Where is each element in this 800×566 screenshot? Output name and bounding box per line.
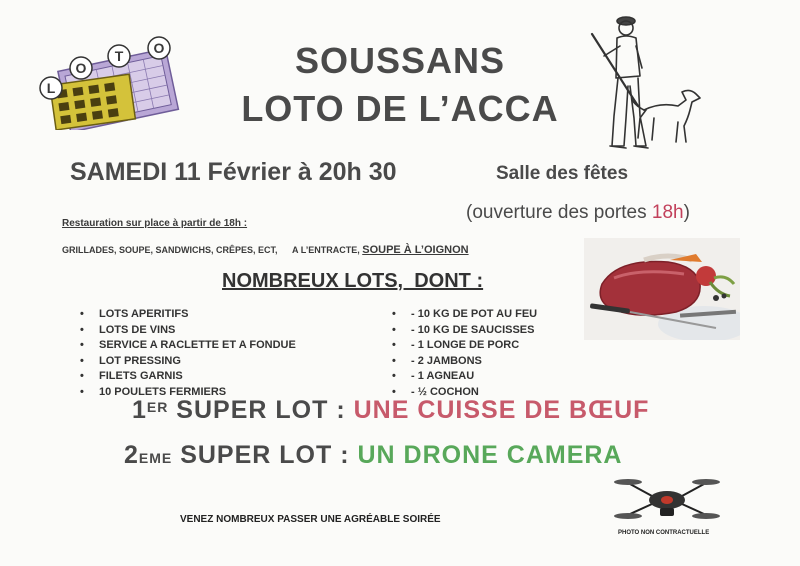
food-menu: [62, 244, 469, 256]
super-lot-2-sep: :: [332, 441, 358, 469]
list-item: • - 10 KG DE SAUCISSES: [392, 323, 537, 339]
food-items: GRILLADES, SOUPE, SANDWICHS, CRÊPES, ECT,: [62, 245, 278, 255]
opening-prefix: (ouverture des portes: [466, 202, 652, 223]
drone-illustration: [612, 470, 722, 526]
list-item: • LOT PRESSING: [80, 354, 296, 370]
title-line2: LOTO DE L’ACCA: [241, 88, 559, 129]
list-item: • 10 POULETS FERMIERS: [80, 385, 296, 401]
hunter-with-dog-icon: [582, 6, 722, 156]
opening-hour: 18h: [651, 202, 684, 223]
logo-letter: L: [46, 80, 56, 96]
lots-title: NOMBREUX LOTS, DONT :: [222, 270, 484, 292]
super-lot-1-sup: ER: [146, 399, 169, 415]
lots-right-list: [392, 307, 537, 400]
super-lot-2: [124, 441, 622, 470]
logo-letter: O: [153, 40, 165, 56]
logo-letter: T: [114, 48, 124, 64]
food-entracte: A L’ENTRACTE,: [292, 245, 360, 255]
list-item: • - 2 JAMBONS: [392, 354, 537, 370]
list-item: • FILETS GARNIS: [80, 369, 296, 385]
super-lot-1-label: SUPER LOT: [168, 396, 329, 424]
event-date: SAMEDI 11 Février à 20h 30: [70, 158, 397, 186]
super-lot-2-value: UN DRONE CAMERA: [357, 441, 623, 469]
list-item: • SERVICE A RACLETTE ET A FONDUE: [80, 338, 296, 354]
super-lot-1-value: UNE CUISSE DE BŒUF: [353, 396, 650, 424]
list-item: • - 1 LONGE DE PORC: [392, 338, 537, 354]
list-item: • - 10 KG DE POT AU FEU: [392, 307, 537, 323]
loto-card-icon: [35, 30, 195, 130]
food-title: Restauration sur place à partir de 18h :: [62, 218, 248, 229]
super-lot-1-num: 1: [132, 396, 147, 424]
lots-left-list: [80, 307, 296, 400]
super-lot-1-sep: :: [328, 396, 354, 424]
logo-letter: O: [75, 60, 87, 76]
super-lot-2-label: SUPER LOT: [172, 441, 333, 469]
list-item: • - 1 AGNEAU: [392, 369, 537, 385]
title-line1: SOUSSANS: [294, 40, 506, 81]
footer-text: VENEZ NOMBREUX PASSER UNE AGRÉABLE SOIRÉE: [180, 514, 441, 525]
photo-disclaimer: PHOTO NON CONTRACTUELLE: [618, 530, 710, 536]
super-lot-2-sup: EME: [138, 450, 173, 466]
hunter-illustration: [582, 6, 722, 156]
loto-logo: [35, 30, 195, 130]
opening-time: [466, 202, 690, 224]
super-lot-1: [132, 396, 649, 425]
food-soupe: SOUPE À L’OIGNON: [362, 244, 469, 256]
list-item: • - ½ COCHON: [392, 385, 537, 401]
meat-illustration: [584, 238, 740, 340]
steak-icon: [584, 238, 740, 340]
super-lot-2-num: 2: [124, 441, 139, 469]
event-venue: Salle des fêtes: [496, 163, 629, 184]
drone-icon: [612, 470, 722, 526]
list-item: • LOTS DE VINS: [80, 323, 296, 339]
list-item: • LOTS APERITIFS: [80, 307, 296, 323]
opening-suffix: ): [683, 202, 690, 223]
